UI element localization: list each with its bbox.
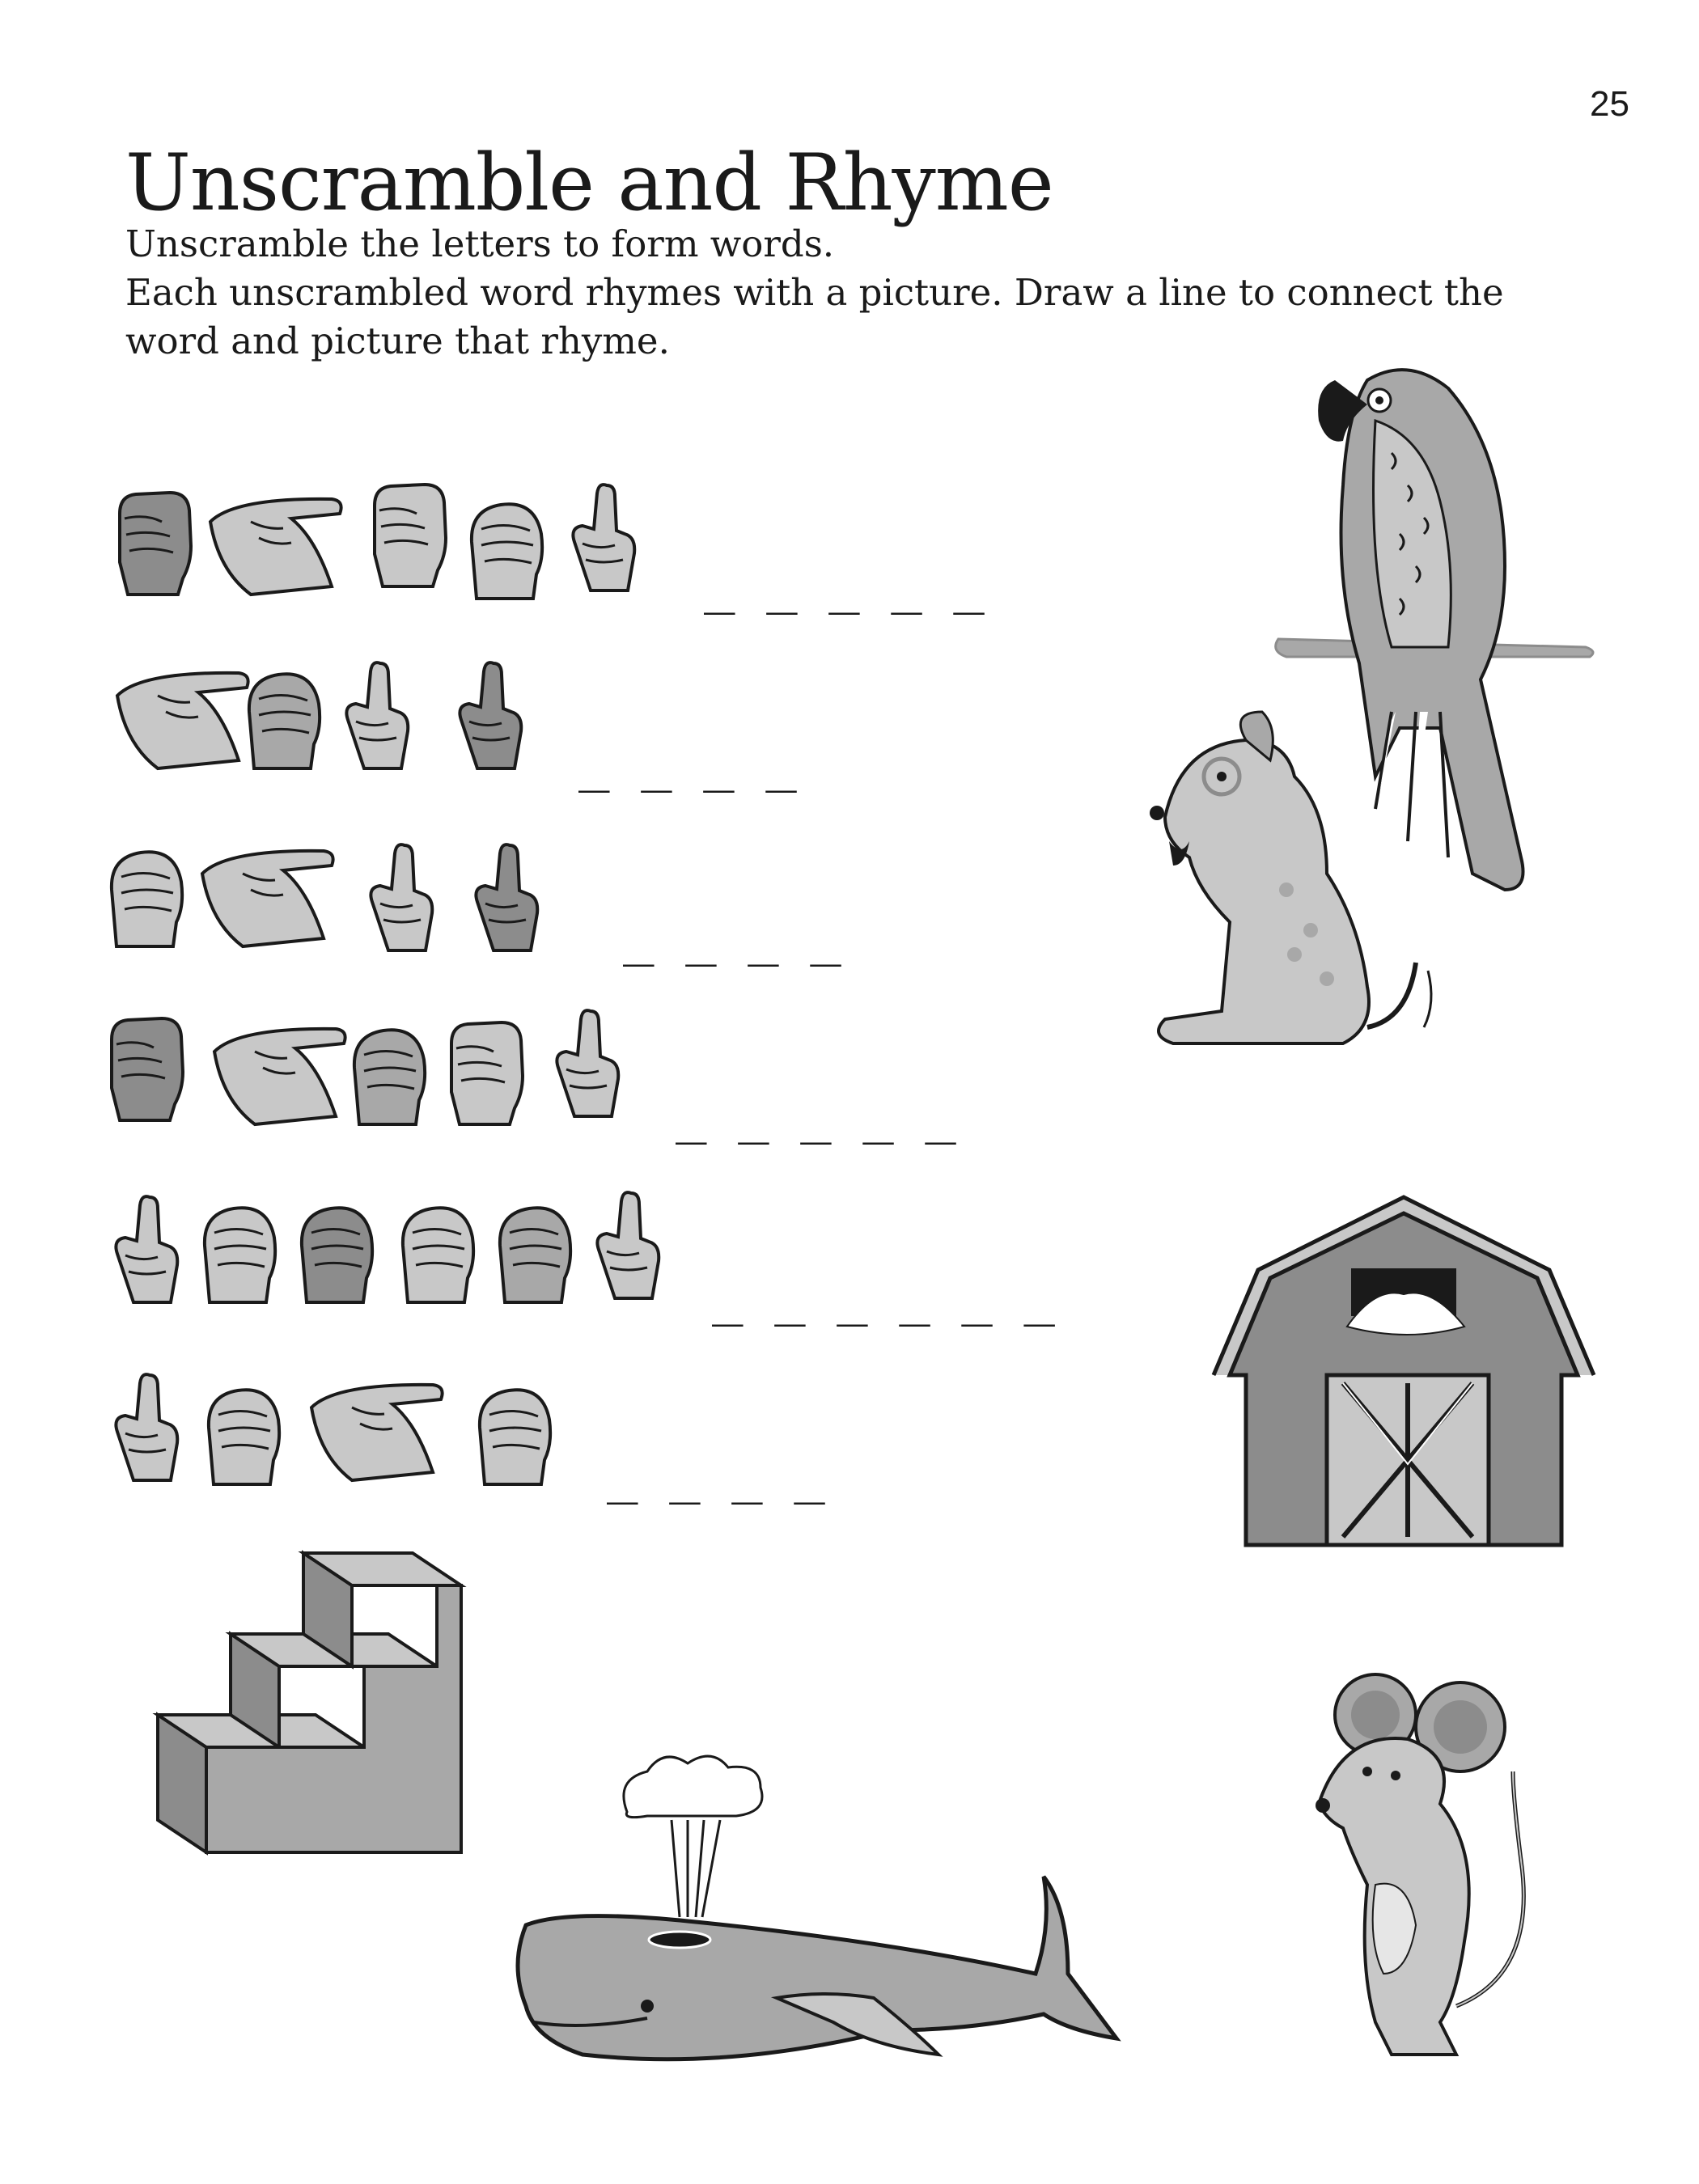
- sign-row-4: [112, 1010, 618, 1124]
- instruction-line-1: Unscramble the letters to form words.: [125, 222, 835, 265]
- sign-hand-icon: [573, 485, 634, 590]
- instruction-line-2: Each unscrambled word rhymes with a picture. Draw a line to connect the word and picture that rhyme.: [125, 271, 1504, 362]
- sign-hand-icon: [354, 1030, 425, 1124]
- sign-hand-icon: [116, 1196, 177, 1302]
- sign-hand-icon: [500, 1208, 570, 1302]
- sign-row-3: [112, 844, 537, 950]
- sign-row-1: [120, 485, 634, 599]
- sign-hand-icon: [116, 1374, 177, 1480]
- sign-hand-icon: [209, 1390, 279, 1484]
- sign-hand-icon: [460, 662, 521, 768]
- answer-blank-4[interactable]: _ _ _ _ _: [676, 1086, 956, 1145]
- sign-hand-icon: [403, 1208, 473, 1302]
- sign-hand-icon: [210, 499, 341, 595]
- sign-hand-icon: [117, 673, 248, 768]
- dog-picture[interactable]: [1150, 712, 1431, 1043]
- sign-row-2: [117, 662, 521, 768]
- sign-row-5: [116, 1192, 659, 1302]
- sign-hand-icon: [112, 852, 182, 946]
- answer-blank-3[interactable]: _ _ _ _: [623, 908, 841, 967]
- sign-hand-icon: [472, 504, 542, 599]
- sign-hand-icon: [371, 844, 432, 950]
- answer-blank-5[interactable]: _ _ _ _ _ _: [712, 1268, 1055, 1327]
- sign-hand-icon: [205, 1208, 275, 1302]
- sign-hand-icon: [302, 1208, 372, 1302]
- sign-hand-icon: [202, 851, 333, 946]
- sign-hand-icon: [476, 844, 537, 950]
- sign-hand-icon: [120, 493, 191, 595]
- sign-hand-icon: [451, 1022, 523, 1124]
- sign-hand-icon: [480, 1390, 550, 1484]
- sign-hand-icon: [375, 485, 446, 586]
- sign-hand-icon: [214, 1029, 345, 1124]
- answer-blank-2[interactable]: _ _ _ _: [578, 734, 797, 794]
- page-number: 25: [1590, 84, 1629, 124]
- sign-hand-icon: [597, 1192, 659, 1298]
- parrot-picture[interactable]: [1276, 370, 1593, 890]
- sign-row-6: [116, 1374, 550, 1484]
- sign-hand-icon: [112, 1018, 183, 1120]
- sign-hand-icon: [557, 1010, 618, 1116]
- whale-picture[interactable]: [518, 1756, 1116, 2059]
- sign-hand-icon: [311, 1385, 443, 1480]
- page-title: Unscramble and Rhyme: [125, 138, 1053, 228]
- barn-picture[interactable]: [1214, 1197, 1594, 1545]
- mouse-picture[interactable]: [1316, 1674, 1523, 2055]
- sign-hand-icon: [346, 662, 408, 768]
- answer-blank-1[interactable]: _ _ _ _ _: [704, 556, 985, 616]
- sign-hand-icon: [249, 674, 320, 768]
- stairs-picture[interactable]: [158, 1553, 461, 1852]
- answer-blank-6[interactable]: _ _ _ _: [607, 1445, 825, 1505]
